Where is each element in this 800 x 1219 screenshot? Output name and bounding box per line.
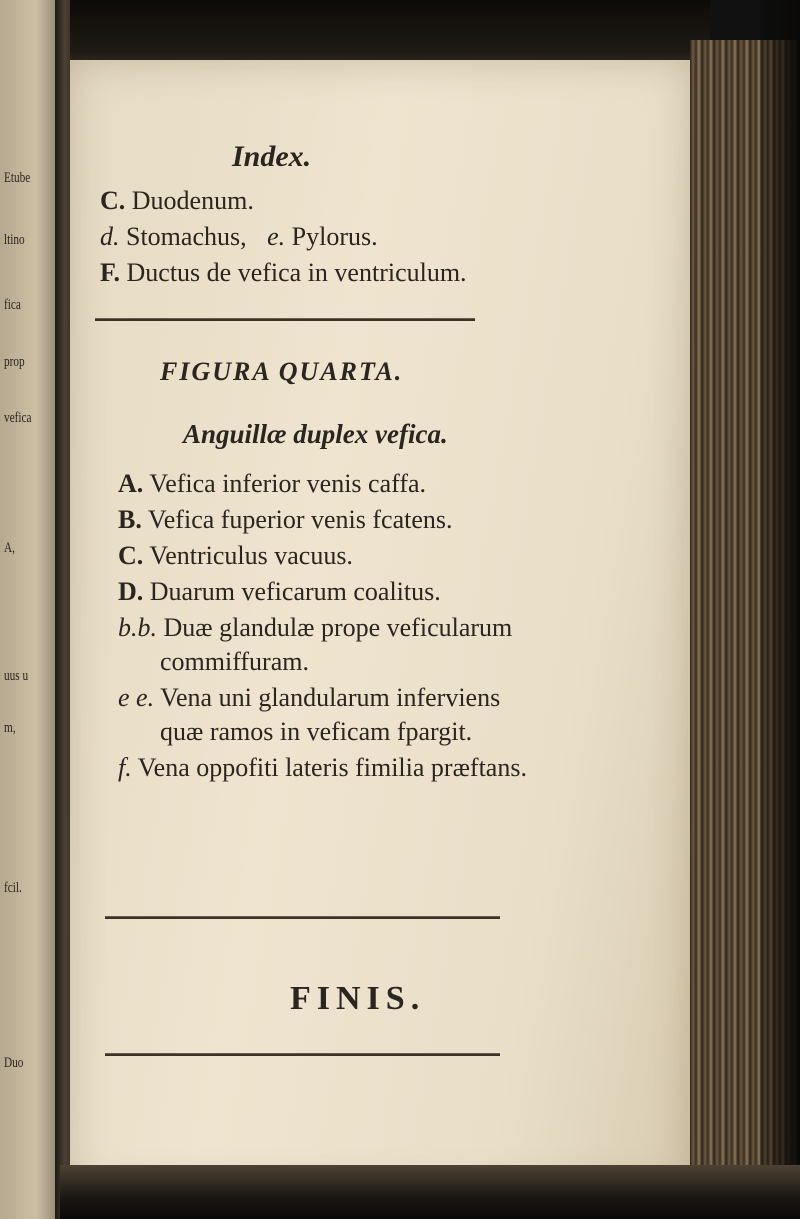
legend-line: F. Ductus de vefica in ventriculum. — [100, 258, 467, 287]
divider-rule — [105, 1053, 500, 1056]
left-fragment: vefica — [4, 410, 32, 426]
left-fragment: A, — [4, 540, 15, 556]
divider-rule — [105, 916, 500, 919]
left-fragment: prop — [4, 354, 25, 370]
left-fragment: fcil. — [4, 880, 22, 896]
figure-item-continuation: quæ ramos in veficam fpargit. — [160, 717, 473, 746]
left-fragment: uus u — [4, 668, 29, 684]
figure-heading: FIGURA QUARTA. — [160, 357, 404, 386]
left-fragment: Duo — [4, 1055, 24, 1071]
finis-text: FINIS. — [290, 980, 426, 1017]
figure-item: e e. Vena uni glandularum inferviens — [118, 683, 501, 712]
figure-item: b.b. Duæ glandulæ prope veficularum — [118, 613, 513, 642]
figure-item: A. Vefica inferior venis caffa. — [118, 469, 427, 498]
legend-line: d. Stomachus, e. Pylorus. — [100, 222, 378, 251]
left-fragment: Etube — [4, 170, 31, 186]
left-fragment: fica — [4, 297, 21, 313]
left-fragment: ltino — [4, 232, 25, 248]
figure-item: B. Vefica fuperior venis fcatens. — [118, 505, 453, 534]
figure-item-continuation: commiffuram. — [160, 647, 309, 676]
left-fragment: m, — [4, 720, 16, 736]
figure-item: f. Vena oppofiti lateris fimilia præftans. — [118, 753, 527, 782]
page-title: Index. — [232, 140, 312, 173]
legend-line: C. Duodenum. — [100, 186, 254, 215]
figure-subtitle: Anguillæ duplex vefica. — [183, 419, 448, 449]
figure-item: C. Ventriculus vacuus. — [118, 541, 353, 570]
figure-item: D. Duarum veficarum coalitus. — [118, 577, 441, 606]
right-shadow — [760, 0, 800, 1219]
divider-rule — [95, 318, 475, 321]
bottom-shadow — [60, 1165, 800, 1219]
left-facing-page — [0, 0, 60, 1219]
